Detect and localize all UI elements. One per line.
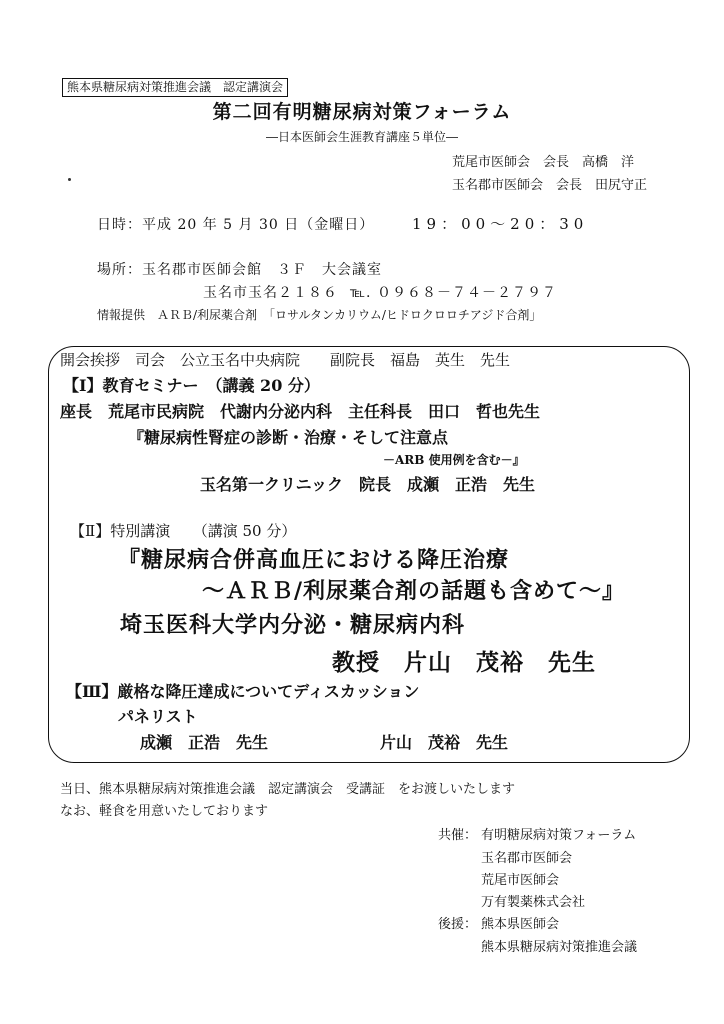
note-refreshments: なお、軽食を用意いたしております (60, 804, 269, 819)
opening-remarks: 開会挨拶 司会 公立玉名中央病院 副院長 福島 英生 先生 (60, 351, 511, 369)
section2-affiliation: 埼玉医科大学内分泌・糖尿病内科 (120, 612, 466, 638)
event-date: 日時：平成 20 年 5 月 30 日（金曜日） (97, 217, 375, 233)
page-title: 第二回有明糖尿病対策フォーラム (212, 101, 512, 123)
section1-title: 『糖尿病性腎症の診断・治療・そして注意点 (128, 428, 449, 447)
event-time: 19：00～20：30 (412, 215, 589, 233)
subtitle: ―日本医師会生涯教育講座５単位― (265, 130, 458, 144)
section1-chair: 座長 荒尾市民病院 代謝内分泌内科 主任科長 田口 哲也先生 (60, 402, 541, 421)
support-label: 後援： (438, 917, 478, 932)
stray-dot (68, 178, 71, 181)
cohost-label: 共催： (438, 828, 478, 843)
venue-address: 玉名市玉名２１８６ (203, 285, 338, 301)
supporter-item: 熊本県糖尿病対策推進会議 (481, 940, 638, 955)
venue-tel: ℡. ０９６８－７４－２７９７ (350, 285, 557, 301)
cohost-item: 万有製薬株式会社 (481, 895, 586, 910)
section2-title-line2: ～ＡＲＢ/利尿薬合剤の話題も含めて～』 (202, 578, 626, 604)
sponsor-info: 情報提供 ＡＲＢ/利尿薬合剤 ｢ロサルタンカリウム/ヒドロクロロチアジド合剤｣ (97, 308, 536, 322)
certification-label: 熊本県糖尿病対策推進会議 認定講演会 (62, 78, 288, 97)
cohost-item: 有明糖尿病対策フォーラム (481, 828, 637, 843)
section2-title-line1: 『糖尿病合併高血圧における降圧治療 (118, 547, 510, 573)
organizer-arao: 荒尾市医師会 会長 高橋 洋 (452, 155, 635, 170)
section3-heading: 【Ⅲ】厳格な降圧達成についてディスカッション (66, 682, 420, 701)
section1-speaker: 玉名第一クリニック 院長 成瀬 正浩 先生 (200, 475, 536, 494)
panelist-katayama: 片山 茂裕 先生 (380, 733, 509, 752)
organizer-tamana: 玉名郡市医師会 会長 田尻守正 (452, 178, 648, 193)
cohost-item: 荒尾市医師会 (481, 873, 560, 888)
note-certificate: 当日、熊本県糖尿病対策推進会議 認定講演会 受講証 をお渡しいたします (60, 782, 516, 797)
cohost-item: 玉名郡市医師会 (481, 851, 573, 866)
section1-heading: 【Ⅰ】教育セミナー （講義 20 分） (63, 376, 320, 395)
section2-heading: 【Ⅱ】特別講演 （講演 50 分） (70, 522, 297, 540)
panelists-label: パネリスト (118, 707, 198, 726)
panelist-naruse: 成瀬 正浩 先生 (140, 733, 269, 752)
supporter-item: 熊本県医師会 (481, 917, 560, 932)
section1-subtitle: －ARB 使用例を含む－』 (383, 453, 525, 467)
section2-speaker: 教授 片山 茂裕 先生 (332, 649, 596, 676)
event-venue: 場所：玉名郡市医師会館 ３Ｆ 大会議室 (97, 262, 382, 278)
